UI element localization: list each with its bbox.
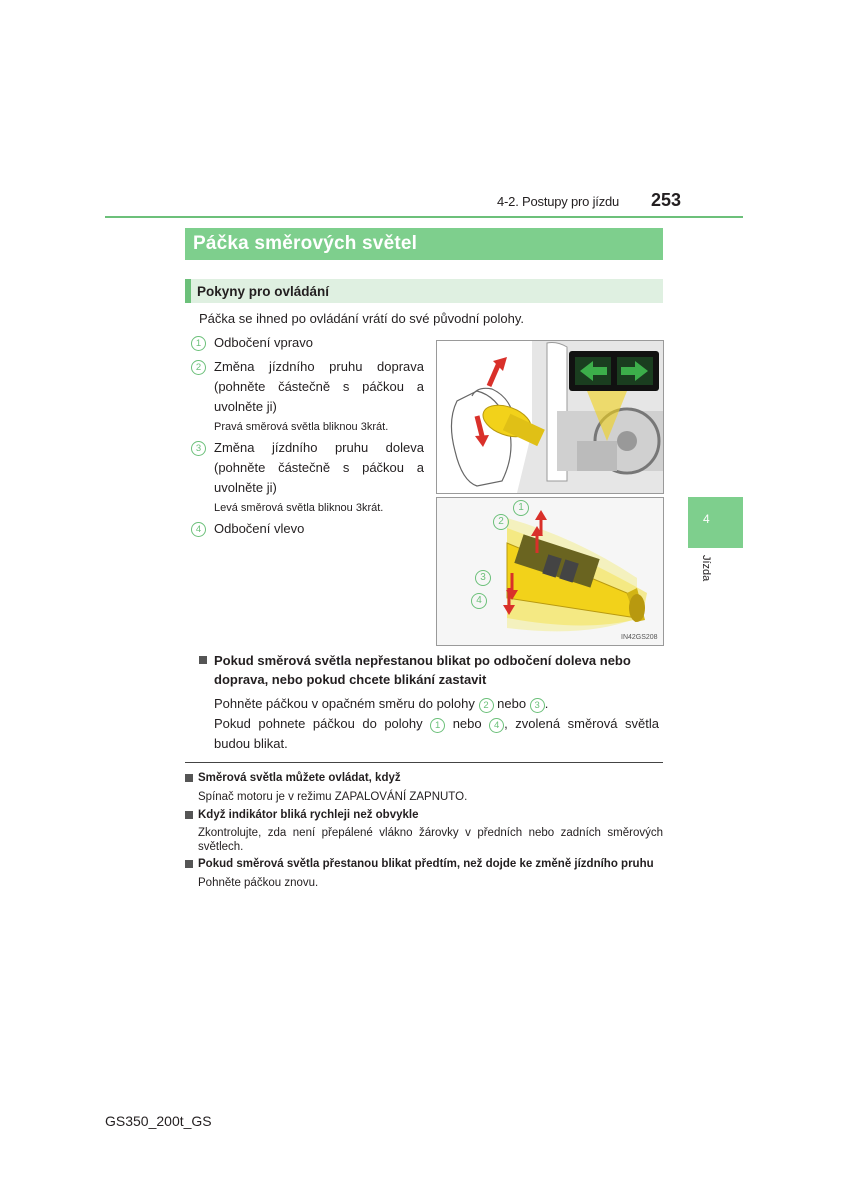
note-item (185, 856, 663, 891)
list-item-note: Pravá směrová světla bliknou 3krát. (214, 421, 389, 433)
main-note (199, 651, 659, 754)
section-divider (185, 762, 663, 763)
note-heading: Když indikátor bliká rychleji než obvykle (198, 809, 419, 821)
chapter-tab-label: Jízda (700, 555, 712, 582)
chapter-tab-number: 4 (703, 512, 710, 526)
bullet-square-icon (185, 811, 193, 819)
lever-hand-illustration (436, 340, 664, 494)
note-item (185, 807, 663, 854)
main-note-body (199, 694, 659, 754)
page-title: Páčka směrových světel (193, 233, 418, 254)
list-item-note: Levá směrová světla bliknou 3krát. (214, 502, 384, 514)
subtitle: Pokyny pro ovládání (197, 284, 330, 299)
lever-positions-drawing (437, 498, 663, 645)
list-item (191, 357, 426, 417)
note-heading: Pokud směrová světla přestanou blikat předtím, než dojde ke změně jízdního pruhu (198, 858, 654, 870)
list-item (191, 333, 426, 353)
running-header-section: 4-2. Postupy pro jízdu (497, 194, 620, 209)
position-label-3: 3 (475, 570, 491, 586)
note-body: Spínač motoru je v režimu ZAPALOVÁNÍ ZAPNUTO. (198, 791, 468, 803)
main-note-text: nebo (452, 716, 482, 731)
step-number: 2 (479, 698, 494, 713)
list-item-text: Odbočení vpravo (214, 335, 314, 350)
lever-positions-illustration (436, 497, 664, 646)
bullet-square-icon (185, 860, 193, 868)
bullet-square-icon (199, 656, 207, 664)
step-number: 1 (430, 718, 445, 733)
step-number: 2 (191, 360, 206, 375)
bullet-square-icon (185, 774, 193, 782)
notes-list (185, 770, 663, 891)
header-rule (105, 216, 743, 218)
step-number: 4 (191, 522, 206, 537)
note-body: Zkontrolujte, zda není přepálené vlákno žárovky v předních nebo zadních směrových světlech. (198, 827, 663, 853)
position-label-2: 2 (493, 514, 509, 530)
list-item-text: Změna jízdního pruhu doprava (pohněte částečně s páčkou a uvolněte ji) (214, 359, 424, 414)
position-label-1: 1 (513, 500, 529, 516)
main-note-heading: Pokud směrová světla nepřestanou blikat po odbočení doleva nebo doprava, nebo pokud chcete blikání zastavit (214, 653, 631, 687)
page-number: 253 (651, 190, 682, 210)
step-number: 4 (489, 718, 504, 733)
main-note-text: . (544, 696, 549, 711)
hand-dashboard-drawing (437, 341, 663, 493)
list-item (191, 519, 426, 539)
step-number: 3 (191, 441, 206, 456)
main-note-text: Pokud pohnete páčkou do polohy (214, 716, 423, 731)
main-note-text: nebo (497, 696, 527, 711)
step-number: 1 (191, 336, 206, 351)
step-number: 3 (530, 698, 545, 713)
intro-text: Páčka se ihned po ovládání vrátí do své původní polohy. (199, 311, 524, 326)
chapter-tab (688, 497, 743, 548)
list-item-text: Odbočení vlevo (214, 521, 305, 536)
main-note-text: , zvolená směrová světla budou blikat. (214, 716, 659, 751)
list-item (191, 438, 426, 498)
image-code: IN42GS208 (621, 634, 658, 641)
note-item (185, 770, 663, 805)
note-body: Pohněte páčkou znovu. (198, 877, 319, 889)
main-note-text: Pohněte páčkou v opačném směru do polohy (214, 696, 475, 711)
list-item-text: Změna jízdního pruhu doleva (pohněte částečně s páčkou a uvolněte ji) (214, 440, 424, 495)
position-label-4: 4 (471, 593, 487, 609)
main-note-heading-row (199, 651, 659, 689)
footer-model-code: GS350_200t_GS (105, 1113, 212, 1129)
note-heading: Směrová světla můžete ovládat, když (198, 772, 401, 784)
